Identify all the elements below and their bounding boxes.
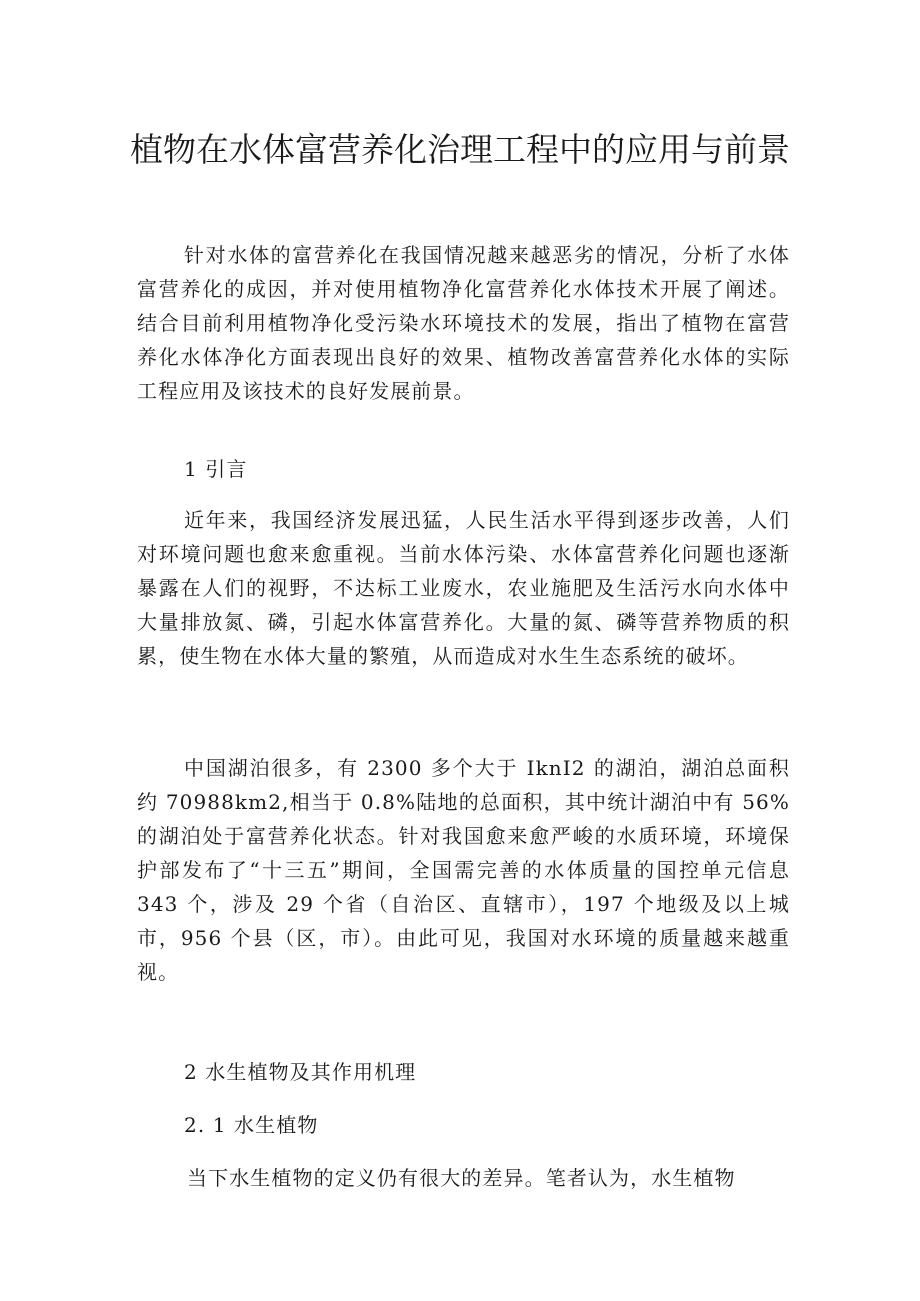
section-2-1-heading: 2. 1 水生植物 xyxy=(184,1113,319,1137)
section-1-paragraph-2: 中国湖泊很多，有 2300 多个大于 IknI2 的湖泊，湖泊总面积约 70988km2,相当于 0.8%陆地的总面积，其中统计湖泊中有 56%的湖泊处于富营养化状态。针对我国愈来愈严峻的水质环境，环境保护部发布了“十三五”期间，全国需完善的水体质量的国控单元信息 343 个，涉及 29 个省（自治区、直辖市），197 个地级及以上城市，956 个县（区，市）。由此可见，我国对水环境的质量越来越重视。 xyxy=(137,756,790,984)
section-2-1-paragraph-1: 当下水生植物的定义仍有很大的差异。笔者认为，水生植物 xyxy=(187,1166,736,1190)
section-1-paragraph-1: 近年来，我国经济发展迅猛，人民生活水平得到逐步改善，人们对环境问题也愈来愈重视。当前水体污染、水体富营养化问题也逐渐暴露在人们的视野，不达标工业废水，农业施肥及生活污水向水体中大量排放氮、磷，引起水体富营养化。大量的氮、磷等营养物质的积累，使生物在水体大量的繁殖，从而造成对水生生态系统的破坏。 xyxy=(137,508,790,668)
section-2-heading: 2 水生植物及其作用机理 xyxy=(184,1060,417,1084)
document-title: 植物在水体富营养化治理工程中的应用与前景 xyxy=(130,130,790,169)
section-1-heading: 1 引言 xyxy=(184,457,248,481)
abstract-paragraph: 针对水体的富营养化在我国情况越来越恶劣的情况，分析了水体富营养化的成因，并对使用植物净化富营养化水体技术开展了阐述。结合目前利用植物净化受污染水环境技术的发展，指出了植物在富营养化水体净化方面表现出良好的效果、植物改善富营养化水体的实际工程应用及该技术的良好发展前景。 xyxy=(137,243,790,403)
